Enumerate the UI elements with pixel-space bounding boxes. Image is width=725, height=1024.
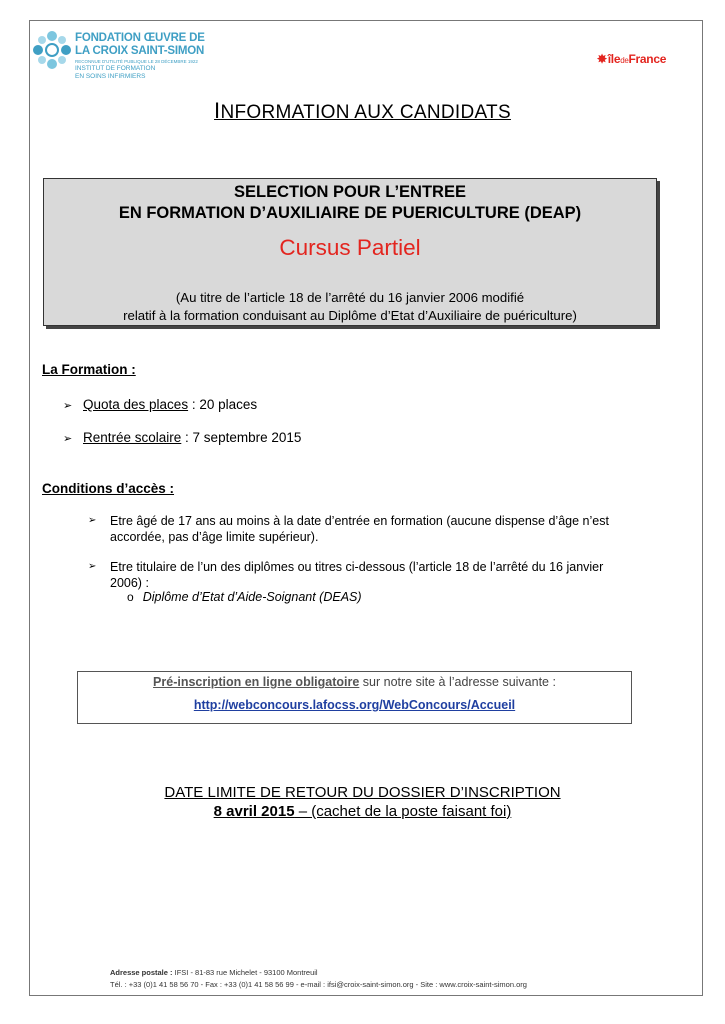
condition-diploma-line-2: 2006) : <box>110 576 149 590</box>
arrow-bullet-icon: ➢ <box>63 433 73 445</box>
title-first-letter: I <box>214 98 221 123</box>
rentree-value: : 7 septembre 2015 <box>181 430 302 445</box>
deadline-heading: DATE LIMITE DE RETOUR DU DOSSIER D’INSCRIPTION <box>164 784 561 801</box>
rentree-label: Rentrée scolaire <box>83 430 182 445</box>
region-part-2: de <box>620 56 629 65</box>
logo-line-5: EN SOINS INFIRMIERS <box>75 72 146 80</box>
condition-age-line-1: Etre âgé de 17 ans au moins à la date d’entrée en formation (aucune dispense d’âge n’est <box>110 514 609 528</box>
condition-diploma <box>88 559 668 591</box>
preinscription-required: Pré-inscription en ligne obligatoire <box>153 675 360 689</box>
footer-address <box>110 968 318 977</box>
title-rest: NFORMATION AUX CANDIDATS <box>220 102 511 123</box>
diploma-deas <box>127 590 362 604</box>
preinscription-text <box>78 675 631 689</box>
foundation-logo <box>32 30 222 92</box>
banner-line-5: relatif à la formation conduisant au Diplôme d’Etat d’Auxiliaire de puériculture) <box>123 308 577 323</box>
banner-cursus: Cursus Partiel <box>279 235 421 260</box>
arrow-bullet-icon: ➢ <box>63 400 73 412</box>
condition-age-line-2: accordée, pas d’âge limite supérieur). <box>110 530 319 544</box>
footer-address-value: IFSI - 81-83 rue Michelet - 93100 Montreuil <box>172 968 318 977</box>
condition-diploma-line-1: Etre titulaire de l’un des diplômes ou titres ci-dessous (l’article 18 de l’arrêté du 16 janvier <box>110 560 604 574</box>
condition-age <box>88 513 668 545</box>
selection-banner <box>43 178 657 326</box>
banner-line-1: SELECTION POUR L’ENTREE <box>234 183 466 201</box>
formation-item-rentree <box>63 430 301 445</box>
foundation-emblem-icon <box>32 30 72 70</box>
diploma-deas-text: Diplôme d’Etat d’Aide-Soignant (DEAS) <box>142 590 362 604</box>
quota-label: Quota des places <box>83 397 189 412</box>
footer-address-label: Adresse postale : <box>110 968 173 977</box>
banner-line-4: (Au titre de l’article 18 de l’arrêté du 16 janvier 2006 modifié <box>175 290 525 305</box>
foundation-name <box>75 32 205 80</box>
arrow-bullet-icon: ➢ <box>88 561 97 572</box>
quota-value: : 20 places <box>188 397 258 412</box>
region-part-3: France <box>628 52 667 66</box>
page-frame <box>29 20 703 996</box>
formation-heading: La Formation : <box>42 362 136 377</box>
deadline-date-line <box>0 803 725 820</box>
preinscription-rest: sur notre site à l’adresse suivante : <box>359 675 556 689</box>
region-part-1: île <box>607 52 621 66</box>
logo-line-2: LA CROIX SAINT-SIMON <box>75 45 205 57</box>
webconcours-link[interactable]: http://webconcours.lafocss.org/WebConcours/Accueil <box>193 698 516 712</box>
footer-contact: Tél. : +33 (0)1 41 58 56 70 - Fax : +33 (0)1 41 58 56 99 - e-mail : ifsi@croix-saint-simon.org - Site : www.croix-saint-simon.org <box>110 980 527 989</box>
arrow-bullet-icon: ➢ <box>88 515 97 526</box>
page-title <box>0 98 725 124</box>
deadline-note: – (cachet de la poste faisant foi) <box>294 803 512 820</box>
logo-line-3: RECONNUE D'UTILITÉ PUBLIQUE LE 28 DÉCEMBRE 1922 <box>75 59 198 64</box>
circle-bullet: o <box>127 590 134 604</box>
star-icon: ✸ <box>597 52 607 66</box>
conditions-heading: Conditions d’accès : <box>42 481 175 496</box>
ile-de-france-logo <box>597 52 666 66</box>
logo-line-4: INSTITUT DE FORMATION <box>75 65 156 72</box>
logo-line-1: FONDATION ŒUVRE DE <box>75 32 205 44</box>
deadline-date: 8 avril 2015 <box>213 803 295 820</box>
preinscription-box <box>77 671 632 724</box>
banner-line-2: EN FORMATION D’AUXILIAIRE DE PUERICULTURE (DEAP) <box>118 204 582 222</box>
formation-item-quota <box>63 397 257 412</box>
